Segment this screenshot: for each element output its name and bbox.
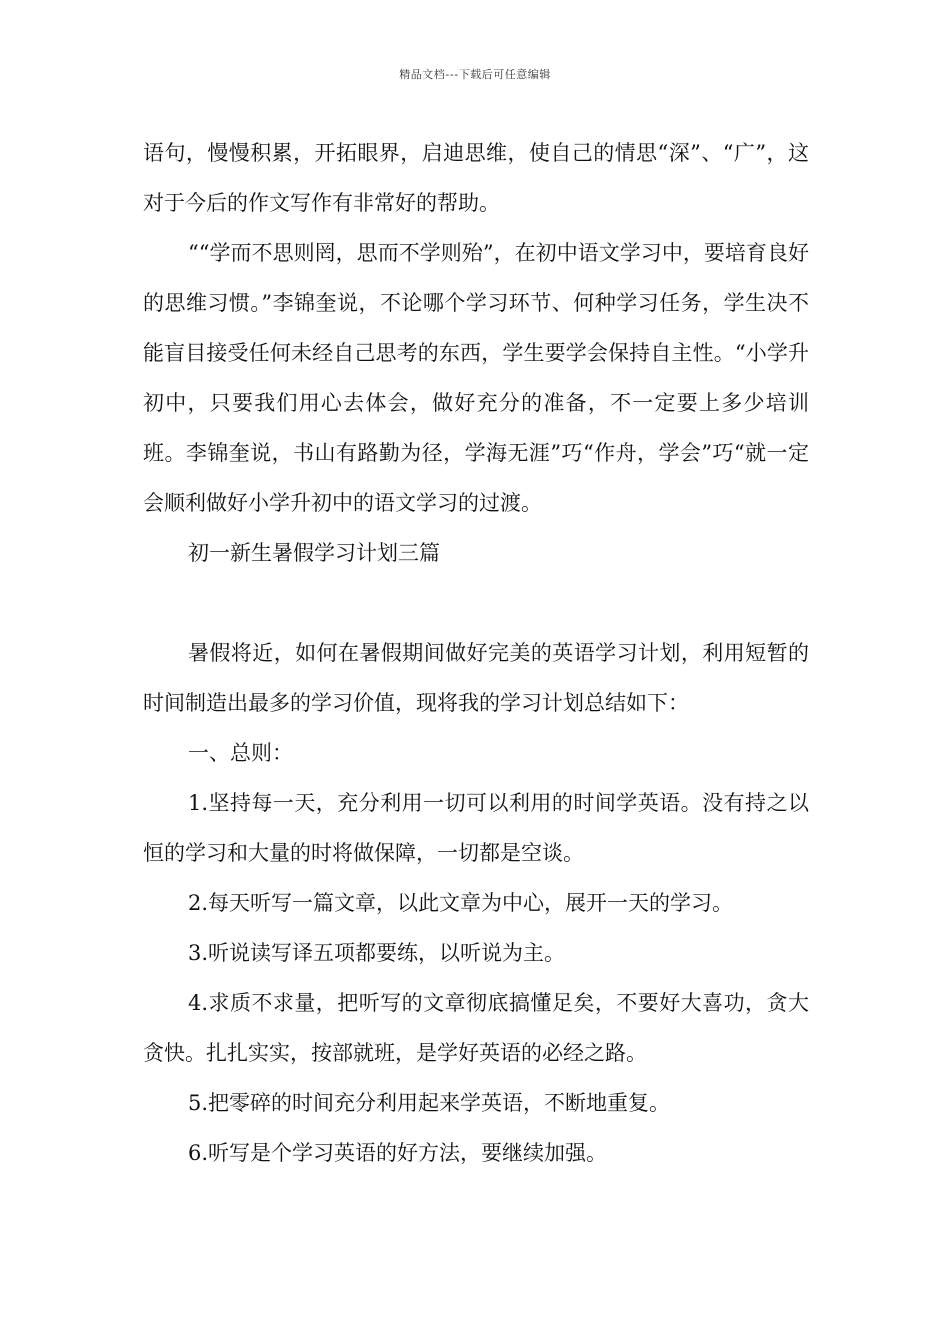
list-item-5: 5.把零碎的时间充分利用起来学英语，不断地重复。 bbox=[188, 1091, 671, 1115]
list-item-4: 4.求质不求量，把听写的文章彻底搞懂足矣，不要好大喜功，贪大贪快。扎扎实实，按部就班，是学好英语的必经之路。 bbox=[143, 991, 809, 1065]
list-item-2: 2.每天听写一篇文章，以此文章为中心，展开一天的学习。 bbox=[188, 891, 734, 915]
paragraph-quote: ““学而不思则罔，思而不学则殆”，在初中语文学习中，要培育良好的思维习惯。”李锦奎说，不论哪个学习环节、何种学习任务，学生决不能盲目接受任何未经自己思考的东西，学生要学会保持自主性。“小学升初中，只要我们用心去体会，做好充分的准备，不一定要上多少培训班。李锦奎说，书山有路勤为径，学海无涯”巧“作舟，学会”巧“就一定会顺利做好小学升初中的语文学习的过渡。 bbox=[143, 241, 809, 515]
paragraph-intro: 暑假将近，如何在暑假期间做好完美的英语学习计划，利用短暂的时间制造出最多的学习价值，现将我的学习计划总结如下： bbox=[143, 641, 809, 715]
list-item-1: 1.坚持每一天，充分利用一切可以利用的时间学英语。没有持之以恒的学习和大量的时将做保障，一切都是空谈。 bbox=[143, 791, 809, 865]
list-item-6: 6.听写是个学习英语的好方法，要继续加强。 bbox=[188, 1141, 608, 1165]
paragraph-continuation: 语句，慢慢积累，开拓眼界，启迪思维，使自己的情思“深”、“广”，这对于今后的作文写作有非常好的帮助。 bbox=[143, 141, 809, 215]
document-body bbox=[143, 128, 809, 1178]
page-header: 精品文档---下载后可任意编辑 bbox=[399, 68, 551, 81]
section-title: 初一新生暑假学习计划三篇 bbox=[188, 541, 440, 565]
subheading-general: 一、总则： bbox=[188, 741, 293, 765]
list-item-3: 3.听说读写译五项都要练，以听说为主。 bbox=[188, 941, 566, 965]
blank-line bbox=[143, 578, 809, 628]
